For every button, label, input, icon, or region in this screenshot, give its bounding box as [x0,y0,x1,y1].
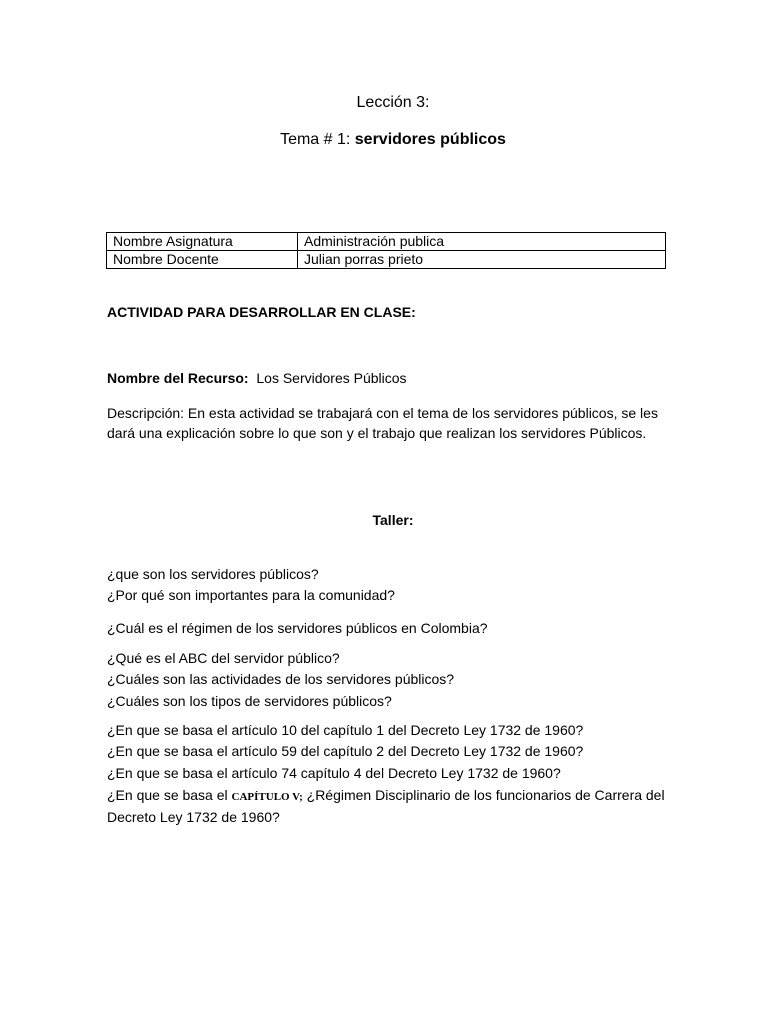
resource-line [107,368,407,388]
question-item: ¿Cuáles son los tipos de servidores públicos? [107,693,392,709]
course-info-table [106,232,666,269]
question-item-last [107,785,687,827]
lesson-title: Lección 3: [356,94,430,111]
topic-title [0,130,768,150]
question-item: ¿En que se basa el artículo 74 capítulo 4 del Decreto Ley 1732 de 1960? [107,765,561,781]
question-item: ¿Qué es el ABC del servidor público? [107,650,340,666]
table-row [107,233,666,251]
resource-value: Los Servidores Públicos [256,370,407,386]
question-rest: ¿Régimen Disciplinario de los funcionarios de Carrera del Decreto Ley 1732 de 1960? [107,787,665,825]
question-item: ¿En que se basa el artículo 59 del capítulo 2 del Decreto Ley 1732 de 1960? [107,743,584,759]
table-cell-label: Nombre Asignatura [107,233,298,251]
question-item: ¿En que se basa el artículo 10 del capítulo 1 del Decreto Ley 1732 de 1960? [107,722,584,738]
workshop-title: Taller: [372,512,414,528]
topic-name: servidores públicos [354,131,506,148]
resource-label: Nombre del Recurso: [107,370,249,386]
table-row [107,251,666,269]
chapter-label: CAPÍTULO V; [231,791,303,803]
table-cell-label: Nombre Docente [107,251,298,269]
table-cell-value: Administración publica [298,233,666,251]
description-paragraph: Descripción: En esta actividad se trabajará con el tema de los servidores públicos, se les dará una explicación sobre lo que son y el trabajo que realizan los servidores Públicos. [107,405,658,441]
question-item: ¿Cuáles son las actividades de los servidores públicos? [107,671,455,687]
table-cell-value: Julian porras prieto [298,251,666,269]
question-item: ¿Por qué son importantes para la comunidad? [107,587,395,603]
question-prefix: ¿En que se basa el [107,787,232,803]
question-item: ¿que son los servidores públicos? [107,566,319,582]
question-item: ¿Cuál es el régimen de los servidores públicos en Colombia? [107,620,488,636]
activity-heading: ACTIVIDAD PARA DESARROLLAR EN CLASE: [107,304,416,320]
topic-prefix: Tema # 1: [280,131,355,148]
